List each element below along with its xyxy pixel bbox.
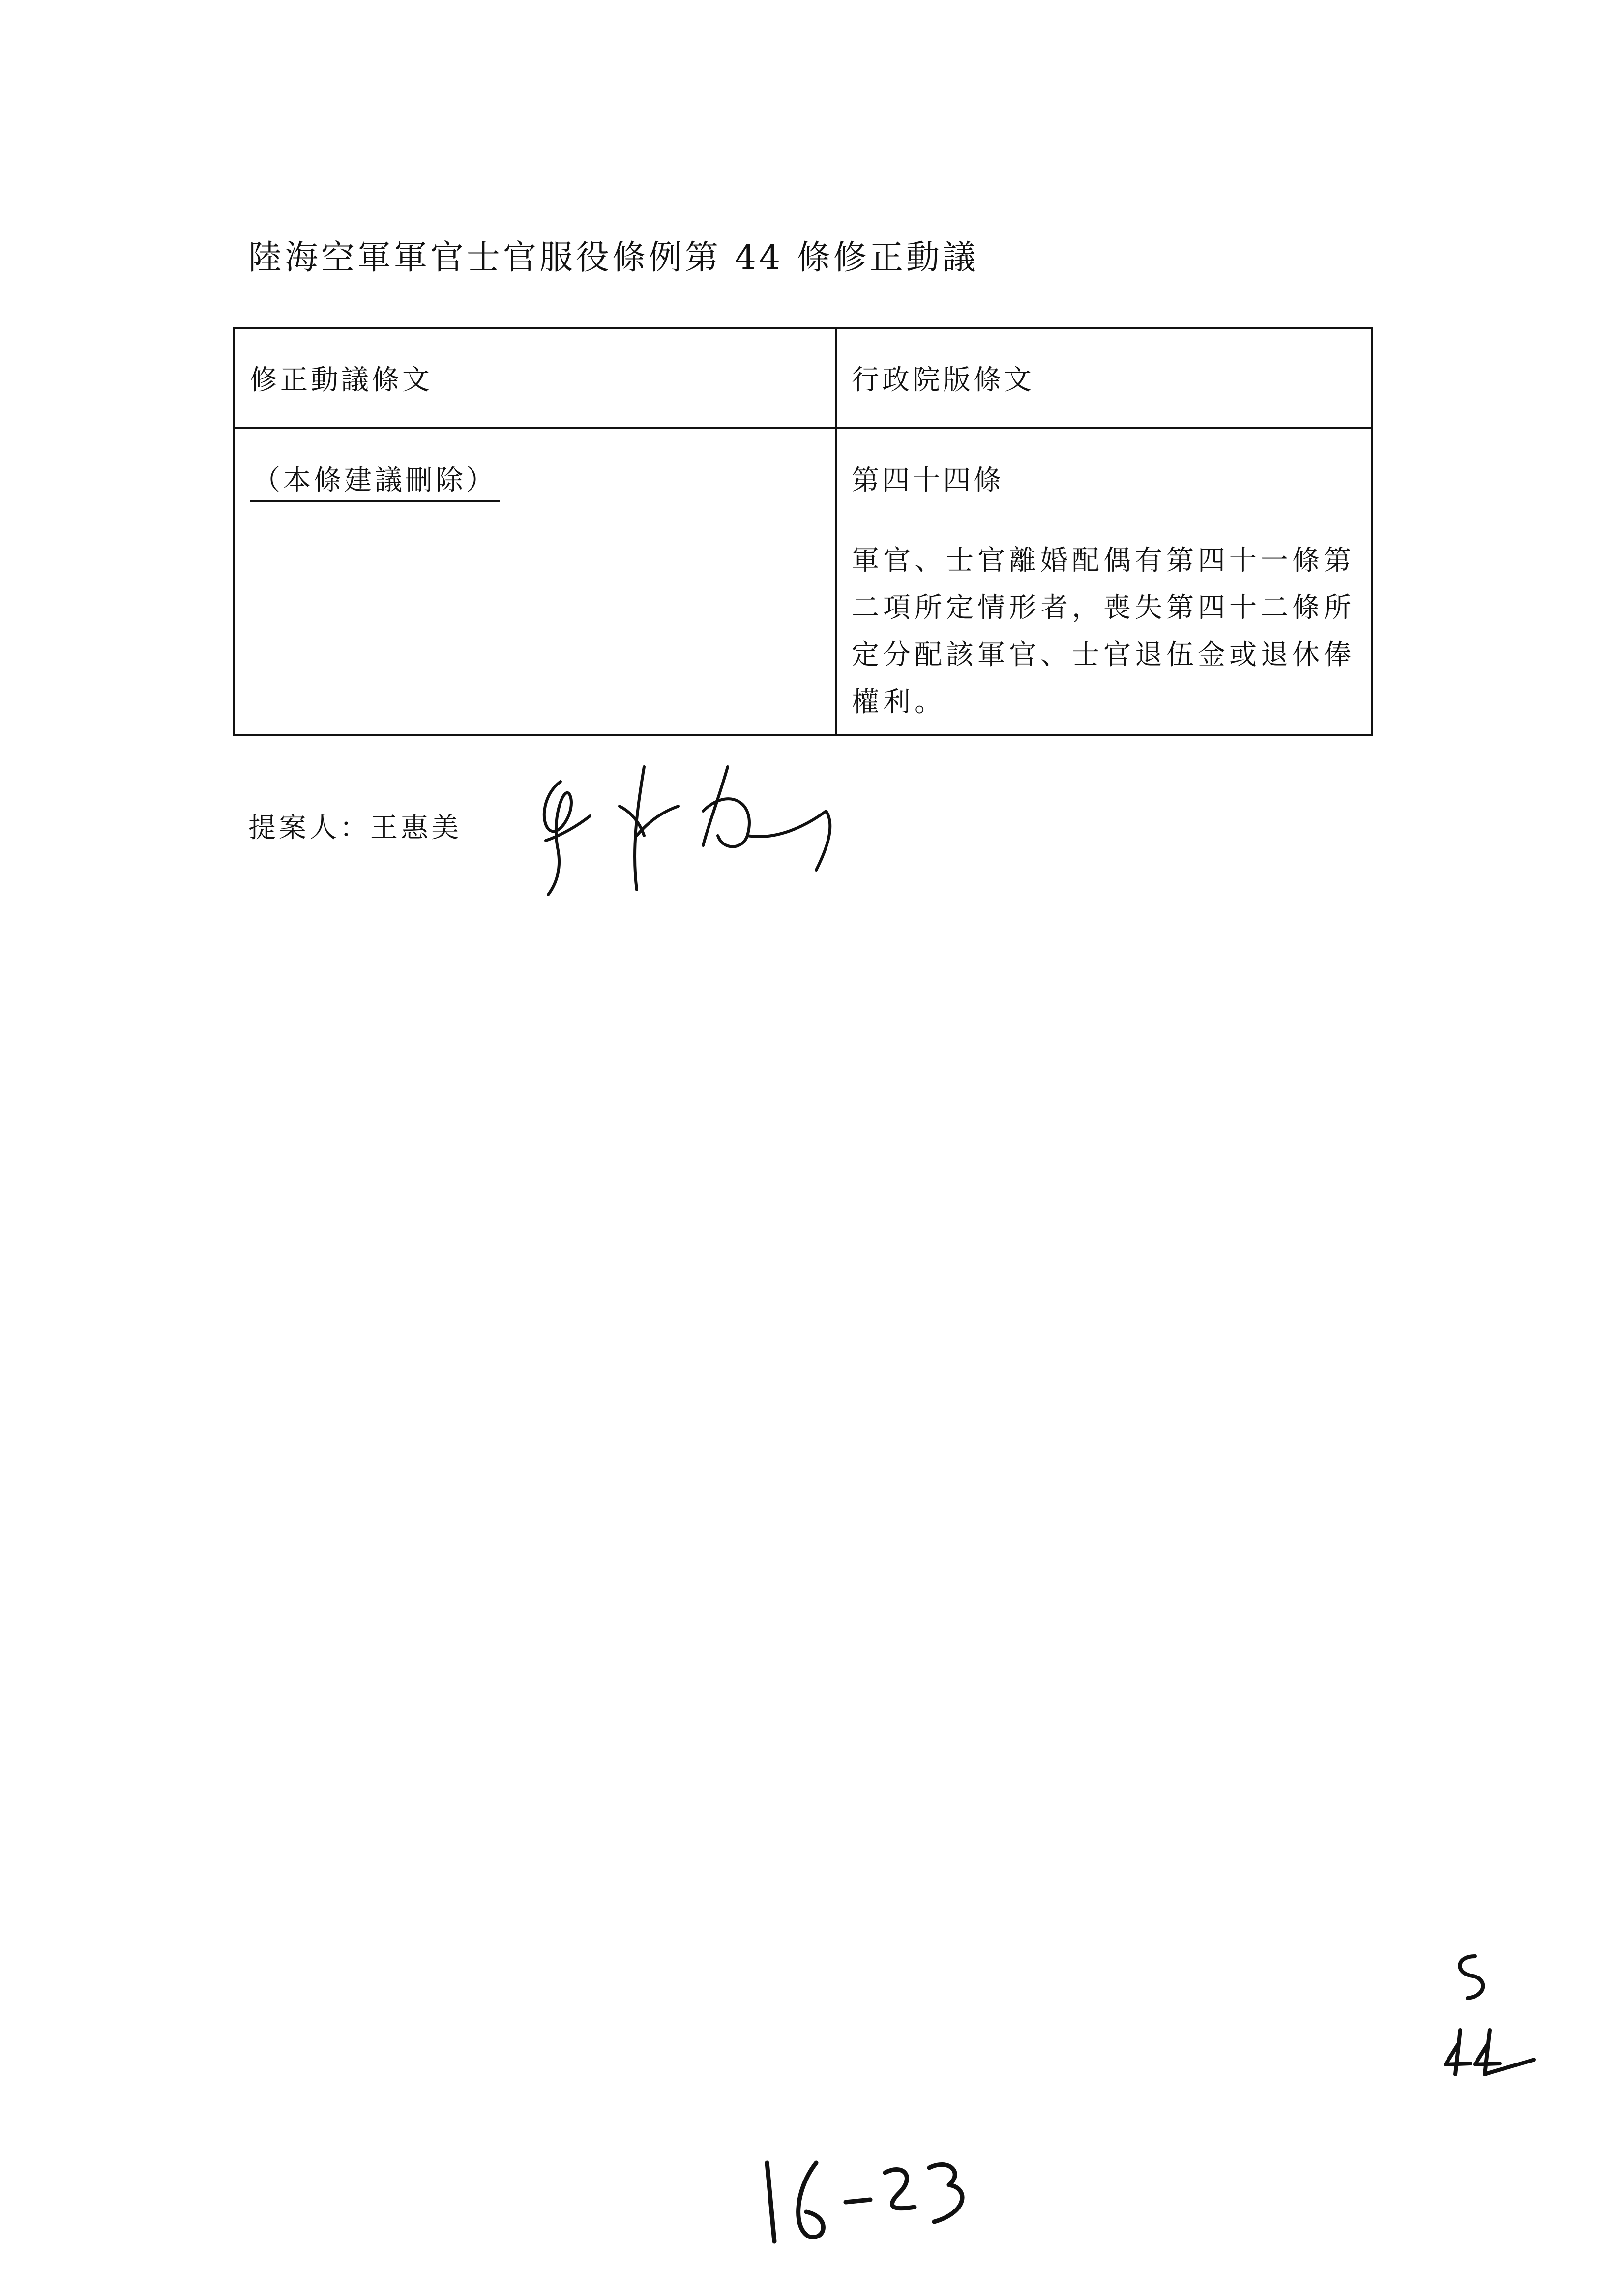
table-header-row — [234, 328, 1372, 428]
article-body: 軍官、士官離婚配偶有第四十一條第二項所定情形者，喪失第四十二條所定分配該軍官、士官退伍金或退休俸權利。 — [852, 545, 1355, 718]
handwritten-section-mark — [1441, 1947, 1544, 2084]
handwritten-signature — [531, 752, 875, 909]
table-row — [234, 428, 1372, 735]
executive-cell — [836, 428, 1372, 735]
deletion-note: （本條建議刪除） — [250, 459, 500, 502]
amendment-cell — [234, 428, 836, 735]
proposer-label: 提案人：王惠美 — [248, 812, 462, 844]
handwritten-page-code — [752, 2143, 998, 2256]
header-executive-text: 行政院版條文 — [836, 328, 1372, 428]
amendment-table — [233, 327, 1373, 736]
header-amendment-text: 修正動議條文 — [234, 328, 836, 428]
document-title: 陸海空軍軍官士官服役條例第 44 條修正動議 — [248, 238, 979, 277]
article-number: 第四十四條 — [852, 465, 1004, 496]
